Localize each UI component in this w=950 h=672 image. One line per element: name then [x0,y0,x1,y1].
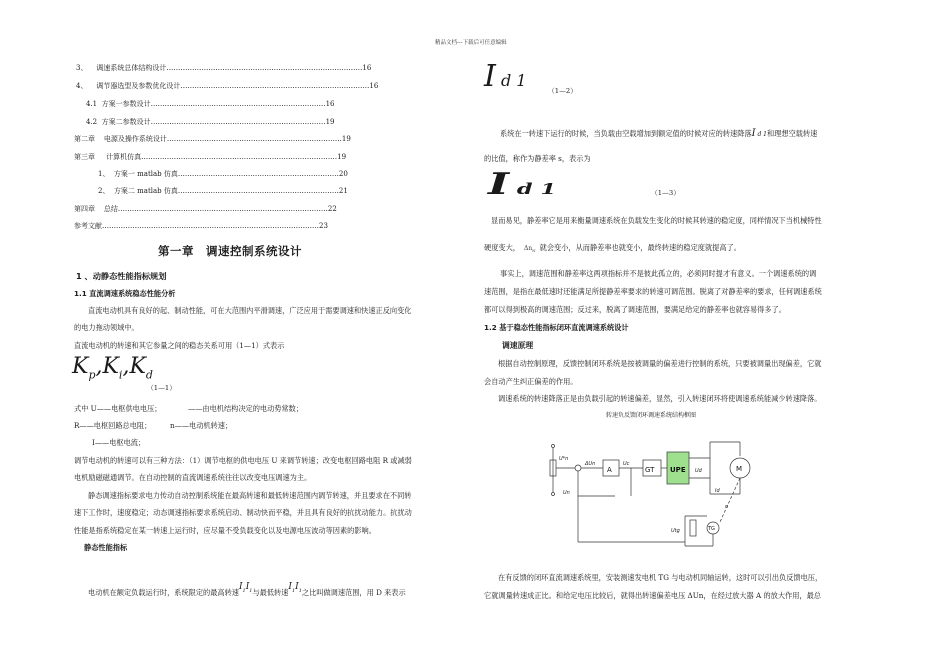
toc-entry[interactable]: 4、 调节器选型及参数优化设计………………………………………………………………………16 [76,82,379,90]
toc-page: 19 [325,118,335,126]
paragraph: 会自动产生纠正偏差的作用。 [484,377,578,386]
toc-num: 1、 [98,170,110,178]
toc-num: 4、 [76,82,88,90]
toc-page: 19 [337,153,347,161]
subheading-static: 静态性能指标 [84,543,128,552]
formula-1-3: I d 1 [488,167,557,202]
toc-title: 方案二参数设计 [101,118,151,126]
toc-entry[interactable]: 3、 调速系统总体结构设计…………………………………………………………………………16 [76,64,372,72]
toc-title: 方案二 matlab 仿真 [113,187,178,195]
toc-title: 方案一参数设计 [101,100,151,108]
toc-entry[interactable]: 第四章 总结………………………………………………………………………………22 [74,205,337,213]
paragraph: 的电力拖动领域中。 [74,323,139,332]
svg-text:n: n [725,504,729,510]
page-header: 精品文档---下载后可任意编辑 [435,40,507,46]
svg-text:Utg: Utg [671,528,680,534]
paragraph: 事实上，调速范围和静差率这两项指标并不是彼此孤立的，必须同时提才有意义。一个调速系统的调 [500,269,817,278]
subheading-principle: 调速原理 [502,341,534,350]
definition: ——由电机结构决定的电动势常数； [188,404,304,413]
toc-page: 16 [369,82,379,90]
equation-number: （1—2） [548,87,578,95]
paragraph: 速下工作时，速度稳定；动态调速指标要求系统启动、制动快而平稳，并且具有良好的抗扰动能力。抗扰动 [74,508,412,517]
paragraph: 硬度变大， $\Delta n_N$ 就会变小，从而静差率也就变小，最终转速的稳定度就提高了。 [484,243,741,254]
paragraph: 性能是指系统稳定在某一转速上运行时，应尽量不受负载变化以及电源电压波动等因素的影响。 [74,526,376,535]
block-diagram [545,432,790,552]
svg-text:TG: TG [708,526,715,532]
equation-number: （1—3） [651,189,681,197]
paragraph: 静态调速指标要求电力传动自动控制系统能在最高转速和最低转速范围内调节转速，并且要求在不同转 [88,491,412,500]
toc-entry[interactable]: 第三章 计算机仿真…………………………………………………………………………19 [74,153,347,161]
chapter-title: 第一章 调速控制系统设计 [158,244,302,258]
toc-title: 方案一 matlab 仿真 [113,170,178,178]
paragraph: 的比值，称作为静差率 s，表示为 [484,154,591,163]
paragraph: 都可以得到极高的调速范围；反过来，脱离了调速范围，要满足给定的静差率也就容易得多了。 [484,305,786,314]
paragraph: 它就调量转速成正比。和给定电压比较后，就得出转速偏差电压 ΔUn，在经过放大器 A 的放大作用，最总 [484,591,821,600]
toc-page: 22 [327,205,337,213]
toc-page: 20 [338,170,348,178]
formula-1-2: I d 1 [484,59,527,94]
svg-text:U*n: U*n [559,456,569,462]
svg-text:Un: Un [563,490,570,496]
toc-page: 16 [362,64,372,72]
svg-text:M: M [736,465,743,473]
toc-num: 第二章 [74,135,95,143]
toc-page: 16 [325,100,335,108]
equation-number: （1—1） [147,384,177,392]
toc-entry[interactable]: 4.2 方案二参数设计…………………………………………………………………19 [86,118,335,126]
toc-title: 总结 [103,205,118,213]
paragraph: 调节电动机的转速可以有三种方法：（1）调节电枢的供电电压 U 来调节转速；改变电枢回路电阻 R 或减弱 [74,456,412,465]
definition: I——电枢电流； [92,438,146,447]
toc-entry[interactable]: 第二章 电源及操作系统设计…………………………………………………………………19 [74,135,351,143]
figure-caption: 转速负反馈闭环调速系统结构框图 [606,412,697,419]
paragraph: 在有反馈的闭环直流调速系统里，安装测速发电机 TG 与电动机同轴运转，这时可以引出负反馈电压， [498,573,823,582]
toc-entry[interactable]: 1、 方案一 matlab 仿真……………………………………………………………20 [98,170,348,178]
toc-num: 3、 [76,64,88,72]
toc-num: 4.2 [86,118,98,126]
definition: n——电动机转速； [170,421,233,430]
toc-title: 电源及操作系统设计 [103,135,167,143]
toc-title: 调节器选型及参数优化设计 [96,82,181,90]
svg-text:ΔUn: ΔUn [585,461,596,467]
svg-text:Id: Id [715,488,720,494]
paragraph: 根据自动控制原理，反馈控制闭环系统是按被调量的偏差进行控制的系统，只要被调量出现偏差，它就 [498,359,822,368]
definition: R——电枢回路总电阻； [74,421,152,430]
svg-text:GT: GT [645,466,655,474]
paragraph: 电动机在额定负载运行时，系统限定的最高转速$I_1I_1$与最低转速$I_1I_1$之比叫做调速范围，用 D 来表示 [88,582,406,597]
toc-entry[interactable]: 2、 方案二 matlab 仿真……………………………………………………………21 [98,187,348,195]
toc-page: 21 [338,187,348,195]
paragraph: 调速系统的转速降落正是由负载引起的转速偏差，显然，引入转速闭环将使调速系统能减少转速降落。 [498,394,822,403]
section-heading: 1 、动静态性能指标规划 [76,271,167,281]
paragraph: 显而易见，静差率它是用来衡量调速系统在负载发生变化的时候其转速的稳定度，同样情况下当机械特性 [491,216,822,225]
paragraph: 直流电动机具有良好的起、制动性能，可在大范围内平滑调速，广泛应用于需要调速和快速正反向变化 [88,306,412,315]
svg-text:Uc: Uc [623,461,630,467]
toc-page: 23 [319,222,328,230]
toc-num: 2、 [98,187,110,195]
svg-text:Ud: Ud [695,468,702,474]
subsection-heading: 1.1 直流调速系统稳态性能分析 [74,289,176,298]
toc-title: 调速系统总体结构设计 [96,64,167,72]
toc-entry[interactable]: 4.1 方案一参数设计…………………………………………………………………16 [86,100,335,108]
toc-num: 参考文献 [74,222,102,230]
toc-num: 4.1 [86,100,98,108]
toc-page: 19 [341,135,351,143]
toc-num: 第四章 [74,205,95,213]
toc-num: 第三章 [74,153,95,161]
paragraph: 速范围，是指在最低速时还能满足所提静差率要求的转速可调范围。脱离了对静差率的要求，任何调速系统 [484,287,822,296]
paragraph: 系统在一转速下运行的时候，当负载由空载增加到额定值的时候对应的转速降落I d 1和理想空载转速 [500,128,818,139]
toc-entry[interactable]: 参考文献…………………………………………………………………………………23 [74,222,328,230]
definition: 式中 U——电枢供电电压； [74,404,162,413]
subsection-heading: 1.2 基于稳态性能指标闭环直流调速系统设计 [484,323,629,332]
formula-1-1: $K_p,K_i,K_d$ [72,354,153,382]
svg-text:A: A [607,466,612,474]
svg-text:UPE: UPE [670,466,686,474]
paragraph: 直流电动机的转速和其它参量之间的稳态关系可用（1—1）式表示 [74,341,285,350]
paragraph: 电机励磁磁通调节。在自动控制的直流调速系统往往以改变电压调速为主。 [74,473,312,482]
toc-title: 计算机仿真 [106,153,142,161]
